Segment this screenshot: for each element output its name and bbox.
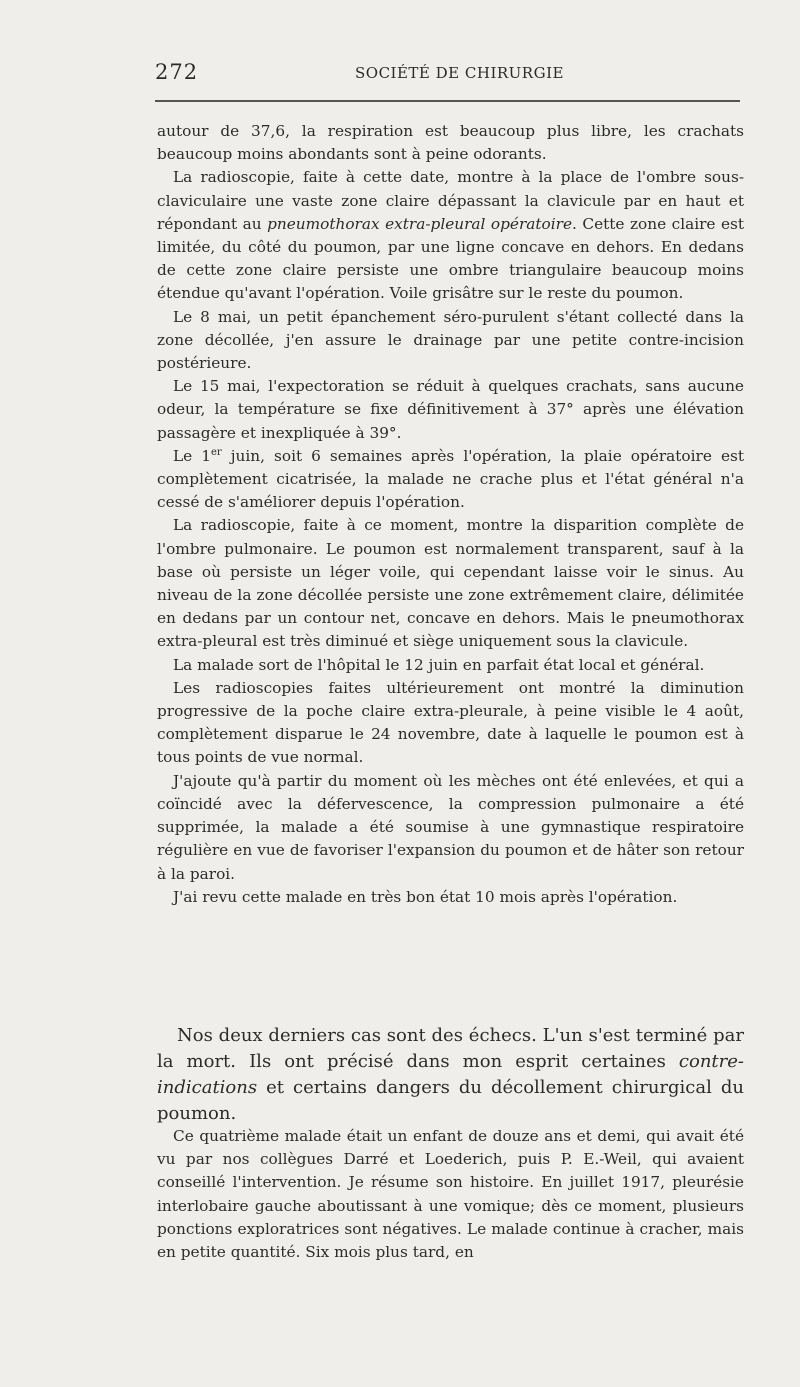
paragraph [157,120,744,166]
header-rule [155,100,740,102]
paragraph [157,677,744,770]
superscript: er [211,446,222,458]
section-intro [157,1023,744,1127]
text-run: La radioscopie, faite à cette date, montre à la place de l'ombre sous-claviculaire une vaste zone claire dépassant la clavicule par en haut et répondant au [157,168,744,233]
page-number: 272 [155,60,199,84]
text-run: Ce quatrième malade était un enfant de douze ans et demi, qui avait été vu par nos collègues Darré et Loederich, puis P. E.-Weil, qui avaient conseillé l'intervention. Je résume son histoire. En juillet 1917, pleurésie interlobaire gauche aboutissant à une vomique; dès ce moment, plusieurs ponctions exploratrices sont négatives. Le malade continue à cracher, mais en petite quantité. Six mois plus tard, en [157,1127,744,1262]
paragraph [157,770,744,886]
paragraph [157,375,744,445]
text-run: Le 15 mai, l'expectoration se réduit à quelques crachats, sans aucune odeur, la température se fixe définitivement à 37° après une élévation passagère et inexpliquée à 39°. [157,377,744,442]
text-run: La radioscopie, faite à ce moment, montre la disparition complète de l'ombre pulmonaire. Le poumon est normalement transparent, sauf à la base où persiste un léger voile, qui cependant laisse voir le sinus. Au niveau de la zone décollée persiste une zone extrêmement claire, délimitée en dedans par un contour net, concave en dehors. Mais le pneumothorax extra-pleural est très diminué et siège uniquement sous la clavicule. [157,516,744,651]
text-run: J'ajoute qu'à partir du moment où les mèches ont été enlevées, et qui a coïncidé avec la défervescence, la compression pulmonaire a été supprimée, la malade a été soumise à une gymnastique respiratoire régulière en vue de favoriser l'expansion du poumon et de hâter son retour à la paroi. [157,771,744,883]
paragraph [157,1023,744,1127]
italic-term: pneumothorax extra-pleural opératoire [267,214,573,233]
text-run: autour de 37,6, la respiration est beaucoup plus libre, les crachats beaucoup moins abondants sont à peine odorants. [157,122,744,164]
case-report-body [157,120,744,909]
text-run: . Cette zone claire est limitée, du côté du poumon, par une ligne concave en dehors. En dedans de cette zone claire persiste une ombre triangulaire beaucoup moins étendue qu'avant l'opération. Voile grisâtre sur le reste du poumon. [157,214,744,303]
text-run: Nos deux derniers cas sont des échecs. L'un s'est terminé par la mort. Ils ont précisé dans mon esprit certaines [157,1025,744,1072]
paragraph [157,166,744,305]
paragraph [157,1125,744,1264]
text-run: La malade sort de l'hôpital le 12 juin en parfait état local et général. [173,655,705,674]
running-title: SOCIÉTÉ DE CHIRURGIE [355,64,564,82]
paragraph [157,306,744,376]
text-run: Les radioscopies faites ultérieurement ont montré la diminution progressive de la poche claire extra-pleurale, à peine visible le 4 août, complètement disparue le 24 novembre, date à laquelle le poumon est à tous points de vue normal. [157,678,744,767]
paragraph [157,514,744,653]
text-run: J'ai revu cette malade en très bon état 10 mois après l'opération. [173,887,678,906]
fourth-case-body [157,1125,744,1264]
text-run: Le 1 [173,446,211,465]
paragraph [157,654,744,677]
page-header [155,58,740,88]
paragraph [157,445,744,515]
text-run: juin, soit 6 semaines après l'opération, la plaie opératoire est complètement cicatrisée, la malade ne crache plus et l'état général n'a cessé de s'améliorer depuis l'opération. [157,446,744,512]
text-run: Le 8 mai, un petit épanchement séro-purulent s'étant collecté dans la zone décollée, j'en assure le drainage par une petite contre-incision postérieure. [157,307,744,373]
paragraph [157,886,744,909]
text-run: et certains dangers du décollement chirurgical du poumon. [157,1077,744,1124]
italic-term: contre-indications [157,1051,744,1098]
